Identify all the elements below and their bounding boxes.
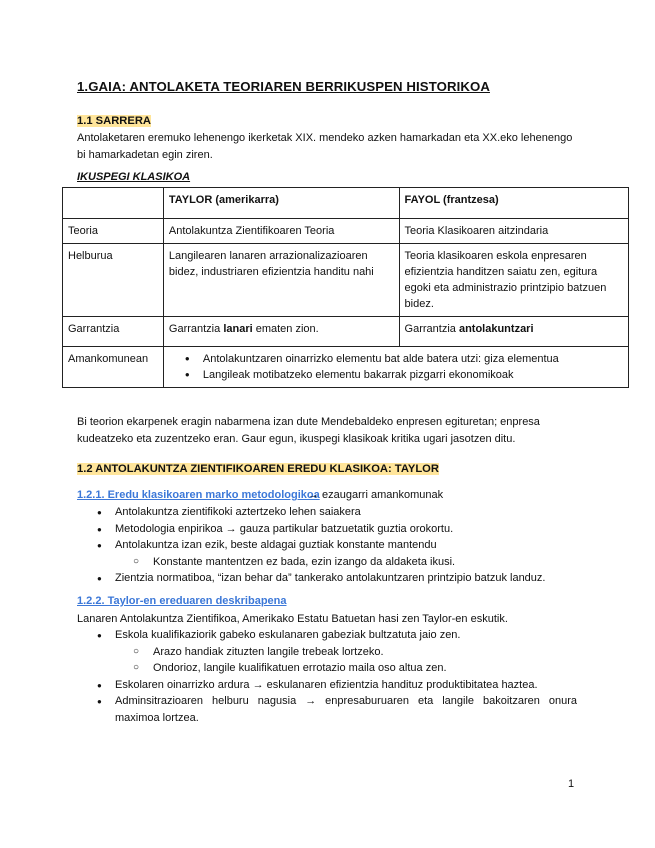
list-subitem: ○ Ondorioz, langile kualifikatuen errotazio maila oso altua zen. — [115, 660, 577, 677]
helburua-taylor: Langilearen lanaren arrazionalizazioaren bidez, industriaren efizientzia handitu nahi — [163, 244, 399, 317]
subsection-link-1-2-2[interactable]: 1.2.2. Taylor-en ereduaren deskribapena — [77, 595, 287, 607]
table-row-helburua — [63, 244, 629, 317]
table-header-row — [63, 188, 629, 219]
sarrera-paragraph: Antolaketaren eremuko lehenengo ikerketak XIX. mendeko azken hamarkadan eta XX.eko lehenengo bi hamarkadetan egin ziren. — [77, 132, 573, 161]
garrantzia-taylor — [163, 317, 399, 347]
table-header-fayol: FAYOL (frantzesa) — [399, 188, 628, 219]
teoria-taylor: Antolakuntza Zientifikoaren Teoria — [163, 219, 399, 244]
list-item: ● Eskolaren oinarrizko ardura → eskulanaren efizientzia handituz produktibitatea haztea. — [115, 677, 577, 694]
list-item: ● Zientzia normatiboa, “izan behar da” tankerako antolakuntzaren printzipio batzuk landuz. — [115, 570, 577, 587]
list-subitem: ○ Arazo handiak zituzten langile trebeak lortzeko. — [115, 644, 577, 661]
helburua-fayol: Teoria klasikoaren eskola enpresaren efizientzia handitzen saiatu zen, egitura egoki eta administrazio printzipio batzuen bidez. — [399, 244, 628, 317]
sarrera-heading-text: 1.1 SARRERA — [77, 115, 151, 127]
list-item: ● Antolakuntza zientifikoki aztertzeko lehen saiakera — [115, 504, 577, 521]
taylor-heading-text: 1.2 ANTOLAKUNTZA ZIENTIFIKOAREN EREDU KLASIKOA: TAYLOR — [77, 463, 439, 475]
table-header-taylor: TAYLOR (amerikarra) — [163, 188, 399, 219]
page-number: 1 — [568, 778, 575, 790]
table-row-amankomunean — [63, 347, 629, 388]
list-item: ● Metodologia enpirikoa → gauza partikular batzuetatik guztia orokortu. — [115, 521, 577, 538]
row-label-amankomunean: Amankomunean — [63, 347, 164, 388]
teoria-fayol: Teoria Klasikoaren aitzindaria — [399, 219, 628, 244]
row-label-helburua: Helburua — [63, 244, 164, 317]
garrantzia-taylor-bold: lanari — [223, 323, 253, 335]
garrantzia-fayol-bold: antolakuntzari — [458, 323, 534, 335]
amankomunean-list — [169, 351, 623, 383]
list-item: ● Langileak motibatzeko elementu bakarrak pizgarri ekonomikoak — [203, 367, 623, 383]
row-label-garrantzia: Garrantzia — [63, 317, 164, 347]
list-subitem: ○ Konstante mantentzen ez bada, ezin izango da aldaketa ikusi. — [115, 554, 577, 571]
garrantzia-taylor-pre: Garrantzia — [168, 323, 224, 335]
garrantzia-fayol — [399, 317, 628, 347]
comparison-table — [62, 187, 629, 388]
amankomunean-cell — [163, 347, 628, 388]
subsection-1-2-1-suffix: → ezaugarri amankomunak — [308, 489, 444, 501]
table-header-empty — [63, 188, 164, 219]
list-item: ● Antolakuntzaren oinarrizko elementu bat alde batera utzi: giza elementua — [203, 351, 623, 367]
markometodologikoa-list — [115, 504, 577, 587]
ikuspegi-heading: IKUSPEGI KLASIKOA — [77, 171, 191, 183]
taylor-intro-paragraph: Lanaren Antolakuntza Zientifikoa, Amerikako Estatu Batuetan hasi zen Taylor-en eskutik. — [77, 613, 508, 625]
subsection-link-1-2-1[interactable]: 1.2.1. Eredu klasikoaren marko metodologikoa — [77, 489, 320, 501]
section-heading-taylor — [77, 463, 439, 475]
garrantzia-taylor-post: ematen zion. — [252, 323, 319, 335]
taylor-deskribapena-list — [115, 627, 577, 726]
list-item: ● Adminsitrazioaren helburu nagusia → enpresaburuaren eta langile bakoitzaren onura maximoa lortzea. — [115, 693, 577, 726]
garrantzia-fayol-pre: Garrantzia — [404, 323, 459, 335]
list-item: ● Antolakuntza izan ezik, beste aldagai guztiak konstante mantendu — [115, 537, 577, 554]
section-heading-sarrera — [77, 115, 151, 127]
ikuspegi-after-paragraph: Bi teorion ekarpenek eragin nabarmena izan dute Mendebaldeko enpresen egituretan; enpresa kudeatzeko eta zuzentzeko eran. Gaur egun, ikuspegi klasikoak kritika ugari jasotzen ditu. — [77, 416, 540, 445]
list-item: ● Eskola kualifikaziorik gabeko eskulanaren gabeziak bultzatuta jaio zen. — [115, 627, 577, 644]
table-row-teoria — [63, 219, 629, 244]
row-label-teoria: Teoria — [63, 219, 164, 244]
table-row-garrantzia — [63, 317, 629, 347]
page-title: 1.GAIA: ANTOLAKETA TEORIAREN BERRIKUSPEN HISTORIKOA — [77, 79, 490, 94]
